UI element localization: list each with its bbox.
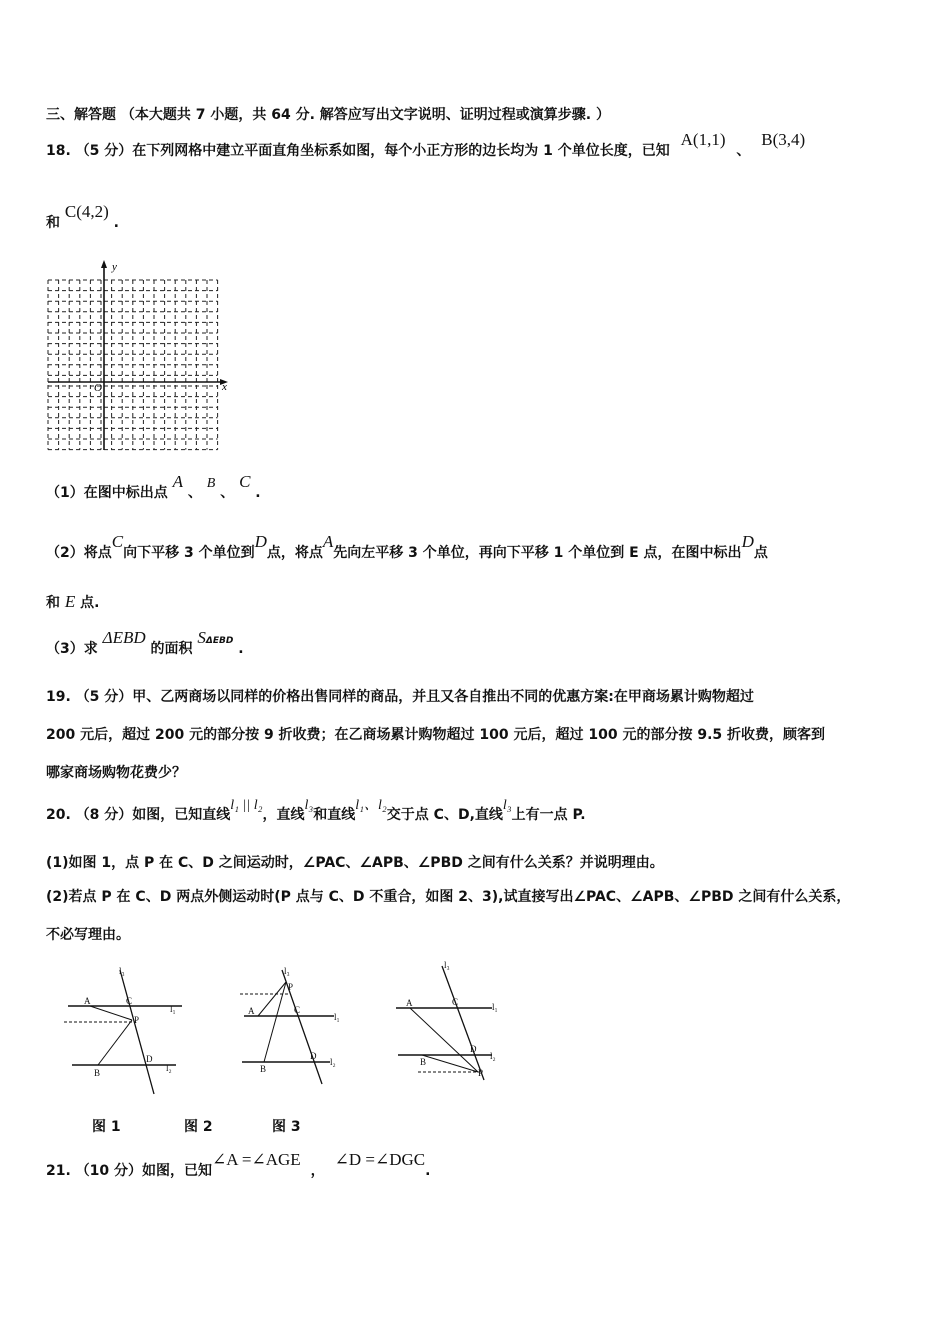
- x-axis-label: x: [222, 381, 227, 393]
- caption-fig1: 图 1: [92, 1119, 121, 1135]
- q19-line2: 200 元后，超过 200 元的部分按 9 折收费；在乙商场累计购物超过 100 元后，超过 100 元的部分按 9.5 折收费，顾客到: [46, 727, 826, 743]
- q21-line1: [46, 1150, 431, 1180]
- fig1-label-l2: l₂: [166, 1063, 172, 1073]
- fig1-label-l1: l₁: [170, 1004, 176, 1014]
- period: .: [425, 1163, 431, 1179]
- area-symbol: S: [197, 628, 206, 647]
- triangle-ebd: ΔEBD: [102, 628, 146, 647]
- caption-fig2: 图 2: [184, 1119, 213, 1135]
- part3-text: 的面积: [150, 641, 193, 657]
- fig2-label-d: D: [310, 1051, 317, 1061]
- line-l3: l₃: [304, 798, 314, 813]
- equation-2: ∠D =∠DGC: [334, 1150, 426, 1169]
- q21-text: 21. （10 分）如图，已知: [46, 1163, 213, 1179]
- q18-text: 18. （5 分）在下列网格中建立平面直角坐标系如图，每个小正方形的边长均为 1 个单位长度，已知: [46, 143, 670, 159]
- q20-text: 和直线: [313, 807, 356, 823]
- y-axis-label: y: [112, 261, 117, 273]
- part3-text: （3）求: [46, 641, 98, 657]
- label-d: D: [741, 532, 754, 551]
- q18-part2b: [46, 592, 99, 612]
- part2-text: （2）将点: [46, 545, 112, 561]
- part2-text: 点: [753, 545, 768, 561]
- fig2-label-p: P: [288, 982, 294, 992]
- fig2-label-l2: l₂: [330, 1057, 336, 1067]
- q20-line1: [46, 798, 586, 824]
- fig2-label-b: B: [260, 1064, 267, 1074]
- sep: 、: [187, 485, 202, 501]
- figure-2: [234, 958, 354, 1088]
- fig1-label-l3: l₃: [119, 966, 125, 976]
- fig2-label-c: C: [294, 1005, 301, 1015]
- equation-1: ∠A =∠AGE: [212, 1150, 301, 1169]
- line-l3: l₃: [502, 798, 512, 813]
- q18-line2: [46, 202, 119, 232]
- part2-text: 先向左平移 3 个单位，再向下平移 1 个单位到 E 点，在图中标出: [333, 545, 742, 561]
- fig1-label-a: A: [84, 996, 91, 1006]
- q18-period: .: [113, 215, 119, 231]
- separator: 、: [736, 143, 751, 159]
- label-e: E: [64, 592, 76, 611]
- q20-sub1: (1)如图 1，点 P 在 C、D 之间运动时，∠PAC、∠APB、∠PBD 之间有什么关系？并说明理由。: [46, 855, 664, 871]
- fig3-label-l2: l₂: [490, 1051, 496, 1061]
- label-b: B: [206, 476, 216, 491]
- lines-l1-l2: l₁、l₂: [355, 798, 387, 813]
- caption-fig3: 图 3: [272, 1119, 301, 1135]
- part1-text: （1）在图中标出点: [46, 485, 168, 501]
- origin-label: O: [94, 382, 102, 394]
- fig2-label-l3: l₃: [284, 966, 290, 976]
- fig1-label-d: D: [146, 1054, 153, 1064]
- label-a: A: [322, 532, 334, 551]
- fig2-label-l1: l₁: [334, 1012, 340, 1022]
- part2-text: 点.: [80, 595, 100, 611]
- q19-line1: 19. （5 分）甲、乙两商场以同样的价格出售同样的商品，并且又各自推出不同的优惠方案:在甲商场累计购物超过: [46, 689, 754, 705]
- coordinate-grid: [44, 258, 244, 458]
- q20-text: 上有一点 P.: [511, 807, 586, 823]
- fig1-label-b: B: [94, 1068, 101, 1078]
- q18-line1: [46, 130, 806, 160]
- point-b-coord: B(3,4): [761, 130, 806, 149]
- label-d: D: [254, 532, 267, 551]
- y-axis-arrow: [101, 260, 107, 268]
- fig3-label-a: A: [406, 998, 413, 1008]
- fig1-label-p: P: [134, 1015, 140, 1025]
- sep: 、: [220, 485, 235, 501]
- q20-text: ，直线: [262, 807, 305, 823]
- fig3-label-b: B: [420, 1057, 427, 1067]
- q18-part2: [46, 532, 768, 562]
- fig3-label-p: P: [478, 1068, 484, 1078]
- fig2-label-a: A: [248, 1006, 255, 1016]
- q18-part1: [46, 472, 261, 502]
- label-c: C: [239, 472, 251, 491]
- fig3-label-c: C: [452, 997, 459, 1007]
- part2-text: 向下平移 3 个单位到: [123, 545, 255, 561]
- separator: ，: [310, 1163, 325, 1179]
- part3-text: .: [238, 641, 244, 657]
- point-c-coord: C(4,2): [64, 202, 109, 221]
- fig3-label-l3: l₃: [444, 960, 450, 970]
- fig1-label-c: C: [126, 996, 133, 1006]
- area-subscript: ΔEBD: [205, 636, 234, 646]
- parallel-lines: l₁ || l₂: [230, 798, 263, 813]
- point-a-coord: A(1,1): [680, 130, 726, 149]
- q20-sub2: (2)若点 P 在 C、D 两点外侧运动时(P 点与 C、D 不重合，如图 2、3),试直接写出∠PAC、∠APB、∠PBD 之间有什么关系，: [46, 889, 851, 905]
- label-a: A: [172, 472, 184, 491]
- part2-text: 点，将点: [266, 545, 323, 561]
- fig3-label-l1: l₁: [492, 1002, 498, 1012]
- figure-1: [60, 962, 190, 1102]
- q18-and: 和: [46, 215, 60, 231]
- section-heading: 三、解答题 （本大题共 7 小题，共 64 分. 解答应写出文字说明、证明过程或演算步骤. ）: [46, 107, 610, 123]
- part2-text: 和: [46, 595, 60, 611]
- q20-text: 交于点 C、D,直线: [386, 807, 503, 823]
- q19-line3: 哪家商场购物花费少？: [46, 765, 186, 781]
- q18-part3: [46, 628, 244, 658]
- period: .: [255, 485, 261, 501]
- q20-sub3: 不必写理由。: [46, 927, 130, 943]
- fig3-label-d: D: [470, 1044, 477, 1054]
- q20-text: 20. （8 分）如图，已知直线: [46, 807, 231, 823]
- figure-3: [392, 958, 508, 1084]
- label-c: C: [111, 532, 124, 551]
